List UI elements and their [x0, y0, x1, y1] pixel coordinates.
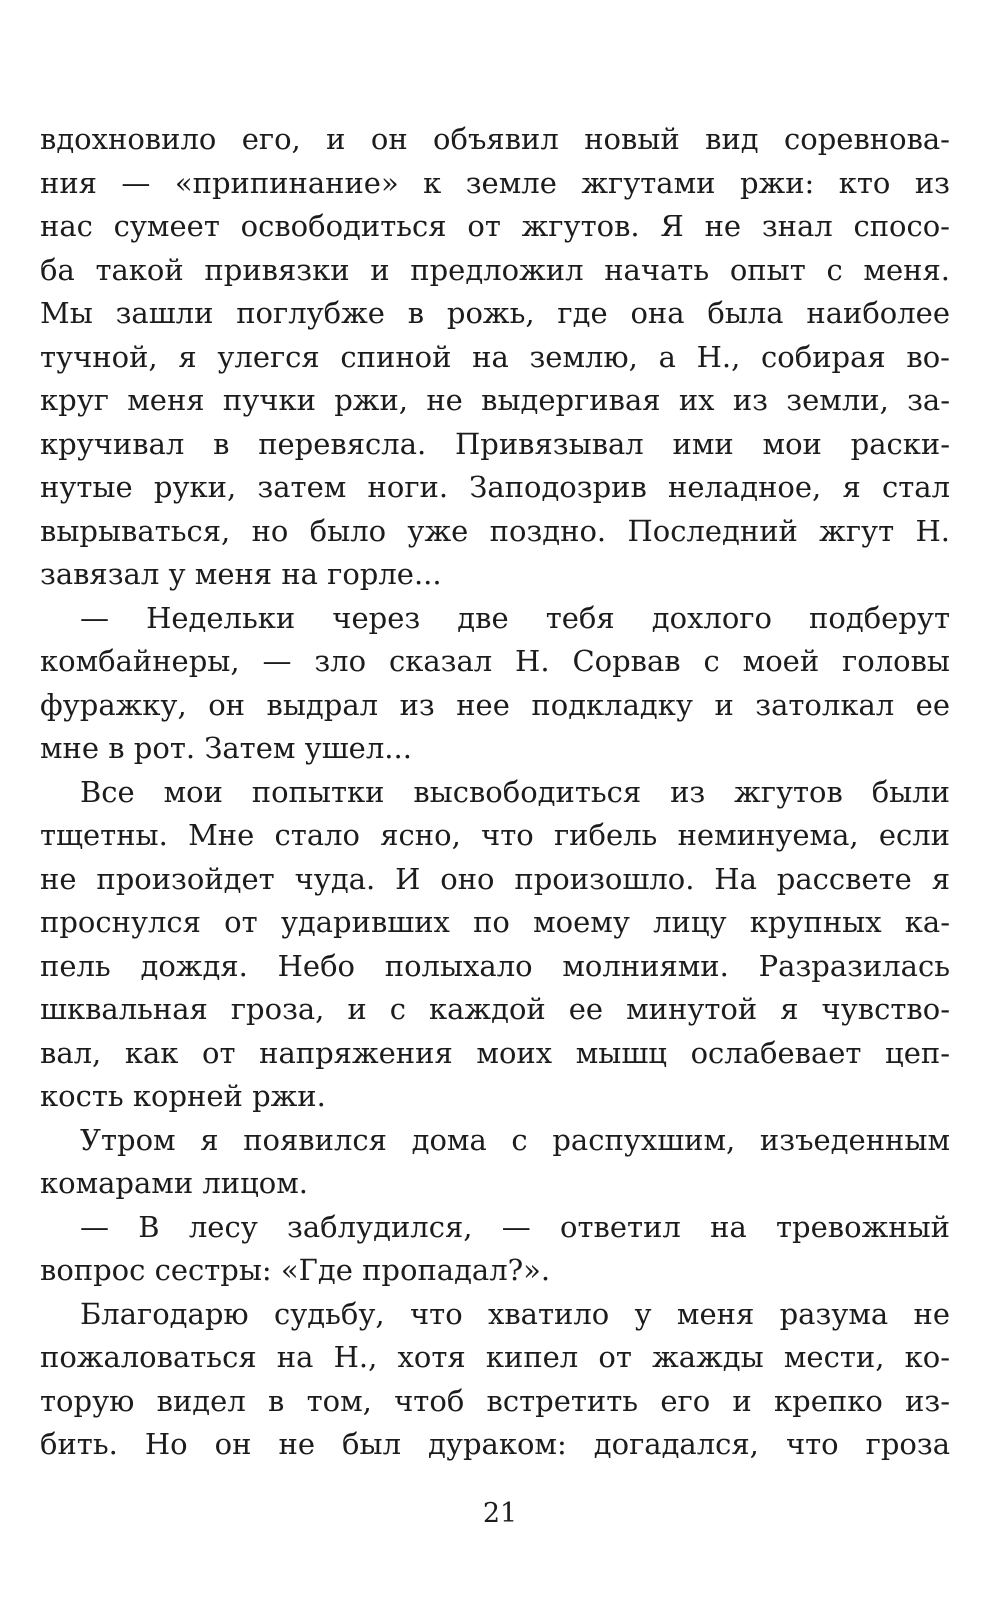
- text-line: вдохновило его, и он объявил новый вид соревнова-: [40, 122, 950, 156]
- text-line: комбайнеры, — зло сказал Н. Сорвав с моей головы: [40, 644, 950, 678]
- text-line: — В лесу заблудился, — ответил на тревожный: [80, 1209, 950, 1244]
- text-line: завязал у меня на горле...: [40, 557, 442, 591]
- text-line: фуражку, он выдрал из нее подкладку и затолкал ее: [40, 687, 950, 722]
- text-line: вопрос сестры: «Где пропадал?».: [40, 1253, 551, 1287]
- text-line: шквальная гроза, и с каждой ее минутой я чувство-: [40, 992, 950, 1026]
- text-line: Утром я появился дома с распухшим, изъеденным: [80, 1122, 950, 1157]
- text-line: мне в рот. Затем ушел...: [40, 731, 412, 765]
- text-line: вал, как от напряжения моих мышц ослабевает цеп-: [40, 1035, 950, 1070]
- text-line: — Недельки через две тебя дохлого подберут: [80, 600, 950, 635]
- text-line: тщетны. Мне стало ясно, что гибель неминуема, если: [40, 818, 950, 852]
- text-line: не произойдет чуда. И оно произошло. На рассвете я: [40, 861, 950, 896]
- text-line: Все мои попытки высвободиться из жгутов были: [80, 774, 950, 809]
- text-line: пожаловаться на Н., хотя кипел от жажды мести, ко-: [40, 1340, 950, 1374]
- text-line: ния — «припинание» к земле жгутами ржи: кто из: [40, 165, 950, 200]
- text-line: бить. Но он не был дураком: догадался, что гроза: [40, 1427, 950, 1461]
- text-line: комарами лицом.: [40, 1166, 309, 1200]
- text-line: Благодарю судьбу, что хватило у меня разума не: [80, 1296, 950, 1331]
- text-line: проснулся от ударивших по моему лицу крупных ка-: [40, 905, 950, 939]
- text-line: Мы зашли поглубже в рожь, где она была наиболее: [40, 296, 950, 330]
- text-line: круг меня пучки ржи, не выдергивая их из земли, за-: [40, 383, 950, 417]
- text-line: тучной, я улегся спиной на землю, а Н., собирая во-: [40, 339, 950, 374]
- page-body-text: [40, 118, 950, 1467]
- text-line: кость корней ржи.: [40, 1079, 326, 1113]
- page-number: 21: [482, 1498, 518, 1529]
- text-line: нутые руки, затем ноги. Заподозрив неладное, я стал: [40, 470, 950, 504]
- text-line: торую видел в том, чтоб встретить его и крепко из-: [40, 1383, 950, 1418]
- text-line: пель дождя. Небо полыхало молниями. Разразилась: [40, 948, 950, 983]
- text-line: кручивал в перевясла. Привязывал ими мои раски-: [40, 426, 950, 461]
- text-line: нас сумеет освободиться от жгутов. Я не знал спосо-: [40, 209, 950, 243]
- text-line: ба такой привязки и предложил начать опыт с меня.: [40, 252, 950, 287]
- text-line: вырываться, но было уже поздно. Последний жгут Н.: [40, 513, 950, 548]
